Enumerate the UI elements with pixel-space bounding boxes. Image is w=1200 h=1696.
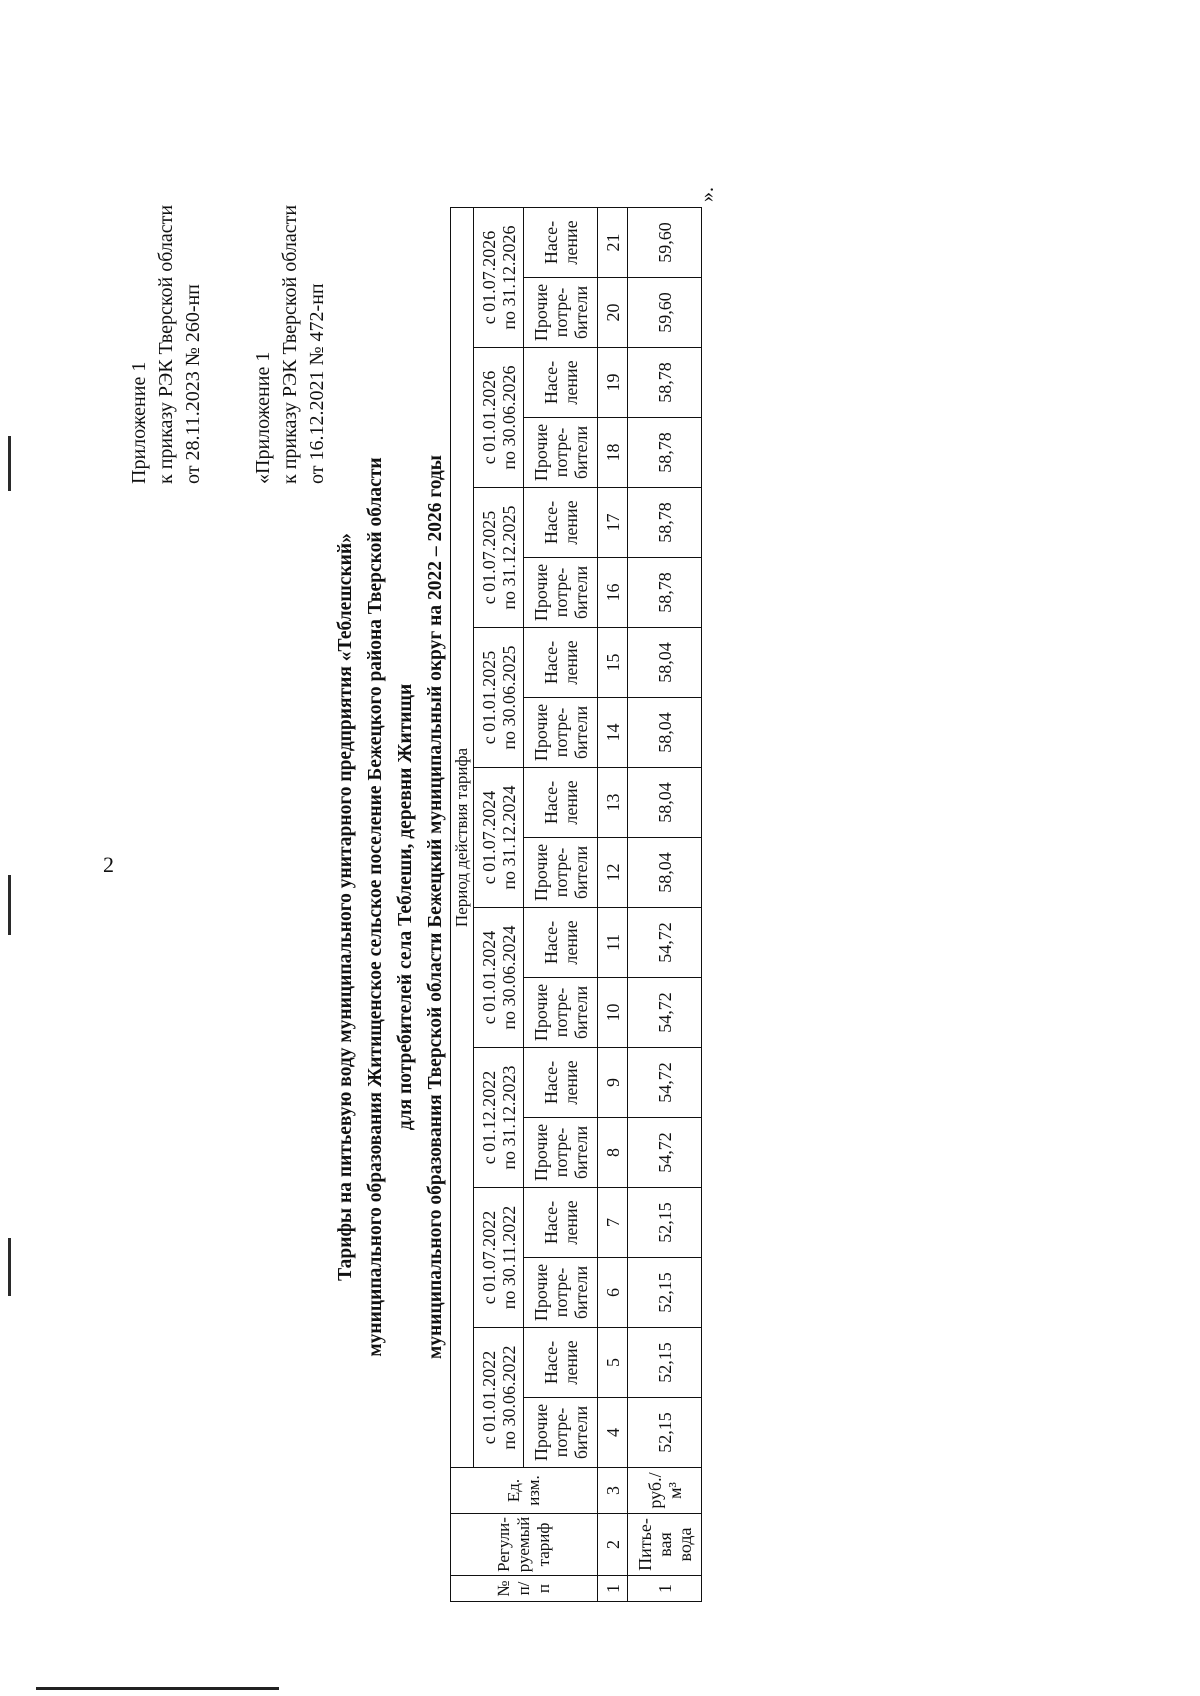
column-number-cell: 17 bbox=[598, 488, 628, 558]
header-other-consumers: Прочие потре-бители bbox=[524, 698, 598, 768]
period-from: с 01.12.2022 bbox=[478, 1070, 499, 1165]
tariff-value-cell: 52,15 bbox=[628, 1398, 702, 1468]
tariff-value-cell: 58,04 bbox=[628, 628, 702, 698]
column-number-cell: 12 bbox=[598, 838, 628, 908]
period-to: по 31.12.2024 bbox=[498, 785, 519, 890]
consumer-group-row bbox=[524, 208, 598, 1602]
tariff-value-cell: 54,72 bbox=[628, 978, 702, 1048]
appendix-current-line2: к приказу РЭК Тверской области bbox=[155, 204, 177, 484]
period-to: по 30.06.2025 bbox=[498, 645, 519, 750]
appendix-previous-line2: к приказу РЭК Тверской области bbox=[279, 204, 301, 484]
tariff-value-cell: 58,04 bbox=[628, 768, 702, 838]
header-other-consumers: Прочие потре-бители bbox=[524, 1398, 598, 1468]
header-other-consumers: Прочие потре-бители bbox=[524, 558, 598, 628]
tariff-value-cell: 54,72 bbox=[628, 1118, 702, 1188]
period-from: с 01.01.2025 bbox=[478, 650, 499, 745]
column-number-cell: 9 bbox=[598, 1048, 628, 1118]
tariff-table-body bbox=[451, 208, 702, 1602]
header-other-consumers: Прочие потре-бители bbox=[524, 978, 598, 1048]
header-other-consumers: Прочие потре-бители bbox=[524, 1258, 598, 1328]
closing-quote-mark: ». bbox=[696, 187, 718, 202]
header-population: Насе-ление bbox=[524, 628, 598, 698]
tariff-value-cell: 52,15 bbox=[628, 1328, 702, 1398]
column-number-cell: 2 bbox=[598, 1514, 628, 1576]
period-to: по 31.12.2023 bbox=[498, 1065, 519, 1170]
period-from: с 01.07.2024 bbox=[478, 790, 499, 885]
period-cell bbox=[474, 348, 524, 488]
tariff-value-cell: 59,60 bbox=[628, 208, 702, 278]
column-number-cell: 7 bbox=[598, 1188, 628, 1258]
header-unit: Ед. изм. bbox=[451, 1468, 598, 1514]
header-other-consumers: Прочие потре-бители bbox=[524, 838, 598, 908]
appendix-current-line1: Приложение 1 bbox=[128, 361, 150, 484]
column-number-cell: 10 bbox=[598, 978, 628, 1048]
tariff-value-cell: 58,78 bbox=[628, 558, 702, 628]
header-number-cell bbox=[451, 1576, 598, 1602]
column-number-cell: 3 bbox=[598, 1468, 628, 1514]
column-number-cell: 14 bbox=[598, 698, 628, 768]
column-number-cell: 19 bbox=[598, 348, 628, 418]
column-number-cell: 18 bbox=[598, 418, 628, 488]
tariff-value-cell: 54,72 bbox=[628, 1048, 702, 1118]
scan-edge-mark-lower bbox=[8, 1238, 11, 1296]
column-number-cell: 21 bbox=[598, 208, 628, 278]
tariff-value-cell: 59,60 bbox=[628, 278, 702, 348]
period-cell bbox=[474, 1328, 524, 1468]
tariff-value-cell: 58,04 bbox=[628, 698, 702, 768]
row-number: 1 bbox=[628, 1576, 702, 1602]
tariff-value-cell: 52,15 bbox=[628, 1258, 702, 1328]
tariff-value-cell: 58,78 bbox=[628, 418, 702, 488]
appendix-current-reference bbox=[126, 205, 207, 484]
header-tariff: Регули-руемый тариф bbox=[451, 1514, 598, 1576]
appendix-previous-reference bbox=[250, 205, 331, 484]
period-to: по 31.12.2025 bbox=[498, 505, 519, 610]
header-population: Насе-ление bbox=[524, 1328, 598, 1398]
period-from: с 01.01.2022 bbox=[478, 1350, 499, 1445]
column-number-row bbox=[598, 208, 628, 1602]
period-cell bbox=[474, 768, 524, 908]
column-number-cell: 16 bbox=[598, 558, 628, 628]
page-number: 2 bbox=[103, 852, 114, 877]
table-row bbox=[628, 208, 702, 1602]
period-to: по 30.06.2022 bbox=[498, 1345, 519, 1450]
row-unit: руб./м³ bbox=[628, 1468, 702, 1514]
column-number-cell: 5 bbox=[598, 1328, 628, 1398]
period-cell bbox=[474, 488, 524, 628]
column-number-cell: 20 bbox=[598, 278, 628, 348]
header-population: Насе-ление bbox=[524, 348, 598, 418]
column-number-cell: 15 bbox=[598, 628, 628, 698]
header-population: Насе-ление bbox=[524, 208, 598, 278]
header-population: Насе-ление bbox=[524, 908, 598, 978]
column-number-cell: 1 bbox=[598, 1576, 628, 1602]
header-number-bottom: п/п bbox=[514, 1581, 553, 1596]
period-to: по 31.12.2026 bbox=[498, 225, 519, 330]
title-line2: муниципального образования Житищенское сельское поселение Бежецкого района Тверской области bbox=[365, 457, 386, 1357]
column-number-cell: 8 bbox=[598, 1118, 628, 1188]
period-to: по 30.11.2022 bbox=[498, 1205, 519, 1310]
column-number-cell: 6 bbox=[598, 1258, 628, 1328]
table-header-row bbox=[451, 208, 474, 1602]
title-line1: Тарифы на питьевую воду муниципального унитарного предприятия «Теблешский» bbox=[335, 533, 356, 1281]
header-population: Насе-ление bbox=[524, 1048, 598, 1118]
period-header-row bbox=[474, 208, 524, 1602]
period-cell bbox=[474, 1188, 524, 1328]
row-name: Питье-вая вода bbox=[628, 1514, 702, 1576]
scan-edge-mark-middle bbox=[8, 875, 11, 935]
column-number-cell: 11 bbox=[598, 908, 628, 978]
header-other-consumers: Прочие потре-бители bbox=[524, 418, 598, 488]
period-from: с 01.07.2026 bbox=[478, 230, 499, 325]
tariff-value-cell: 52,15 bbox=[628, 1188, 702, 1258]
header-other-consumers: Прочие потре-бители bbox=[524, 278, 598, 348]
period-cell bbox=[474, 908, 524, 1048]
period-to: по 30.06.2026 bbox=[498, 365, 519, 470]
period-cell bbox=[474, 208, 524, 348]
period-from: с 01.07.2025 bbox=[478, 510, 499, 605]
period-cell bbox=[474, 1048, 524, 1188]
period-from: с 01.07.2022 bbox=[478, 1210, 499, 1305]
tariff-value-cell: 54,72 bbox=[628, 908, 702, 978]
tariff-table bbox=[450, 207, 702, 1602]
period-from: с 01.01.2026 bbox=[478, 370, 499, 465]
scan-edge-mark-top bbox=[8, 436, 11, 491]
header-population: Насе-ление bbox=[524, 1188, 598, 1258]
document-title bbox=[331, 212, 451, 1602]
header-population: Насе-ление bbox=[524, 768, 598, 838]
period-to: по 30.06.2024 bbox=[498, 925, 519, 1030]
rotated-page-content bbox=[126, 82, 756, 1602]
header-population: Насе-ление bbox=[524, 488, 598, 558]
column-number-cell: 13 bbox=[598, 768, 628, 838]
period-cell bbox=[474, 628, 524, 768]
appendix-previous-line1: «Приложение 1 bbox=[252, 351, 274, 484]
header-period: Период действия тарифа bbox=[451, 208, 474, 1468]
scan-bottom-rule bbox=[36, 1687, 279, 1690]
appendix-current-line3: от 28.11.2023 № 260-нп bbox=[182, 284, 204, 484]
column-number-cell: 4 bbox=[598, 1398, 628, 1468]
tariff-value-cell: 58,78 bbox=[628, 488, 702, 558]
period-from: с 01.01.2024 bbox=[478, 930, 499, 1025]
tariff-value-cell: 58,78 bbox=[628, 348, 702, 418]
title-line4: муниципального образования Тверской области Бежецкий муниципальный округ на 2022 – 2026 годы bbox=[425, 454, 446, 1360]
title-line3: для потребителей села Теблеши, деревни Житищи bbox=[395, 683, 416, 1131]
header-number-top: № bbox=[494, 1580, 513, 1597]
header-other-consumers: Прочие потре-бители bbox=[524, 1118, 598, 1188]
tariff-value-cell: 58,04 bbox=[628, 838, 702, 908]
appendix-previous-line3: от 16.12.2021 № 472-нп bbox=[306, 283, 328, 484]
